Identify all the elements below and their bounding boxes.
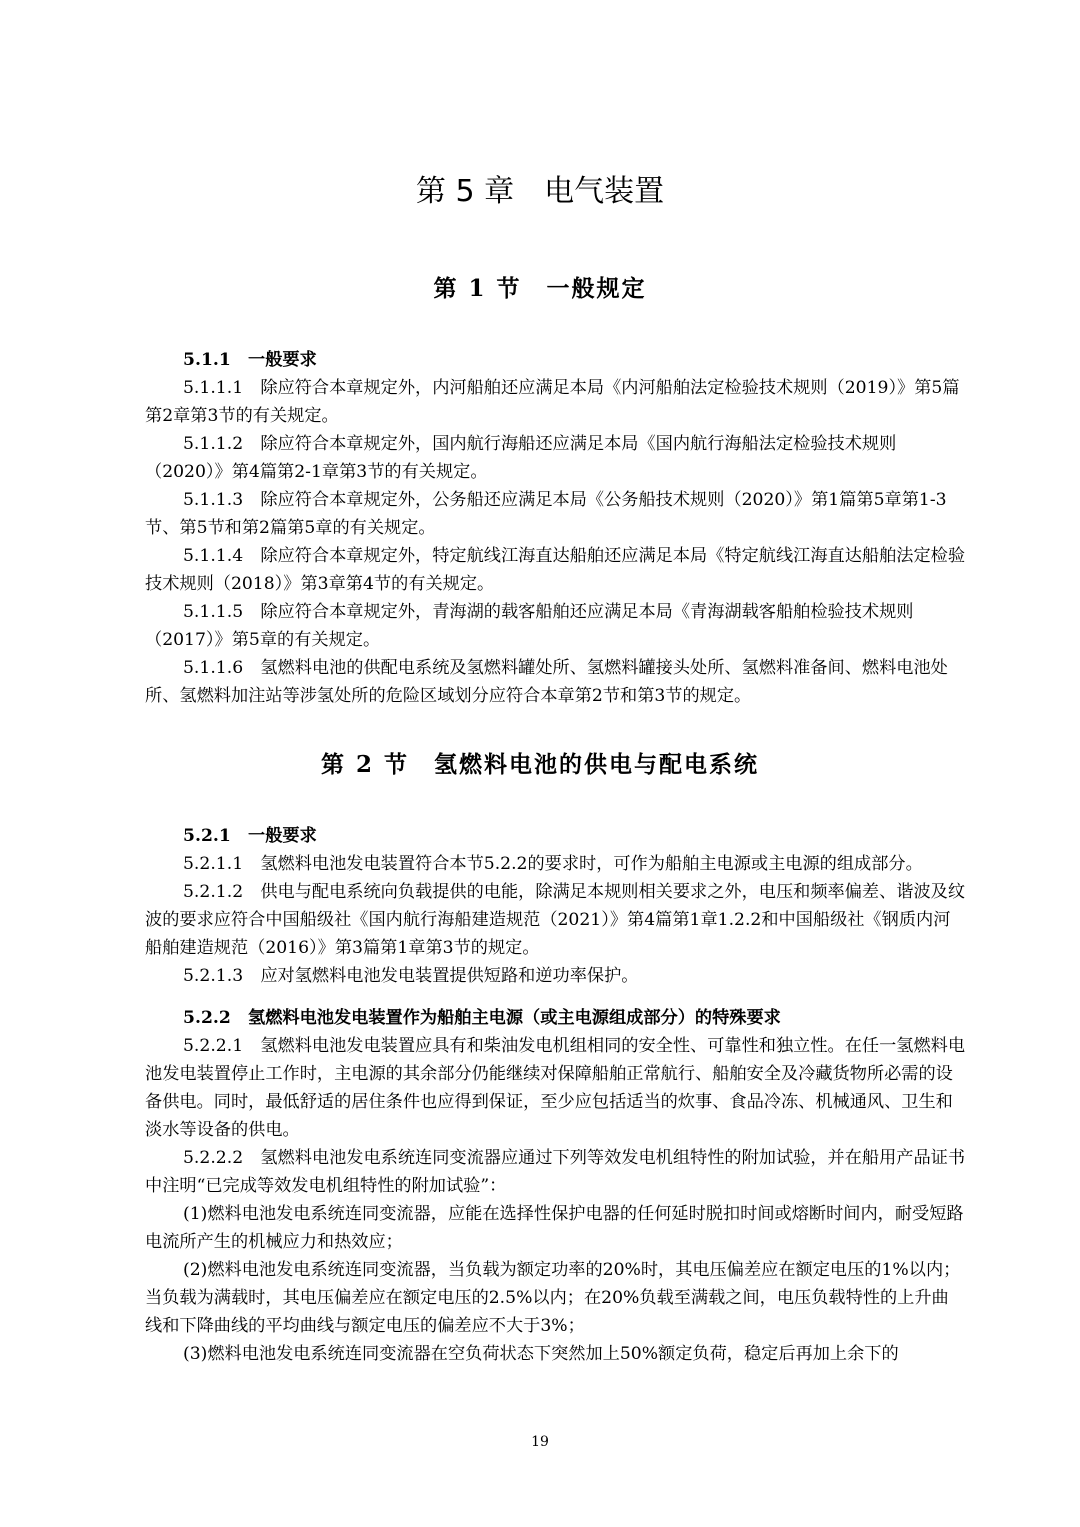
heading-5-2-1: 5.2.1 一般要求 — [183, 826, 317, 846]
chapter-title: 第 5 章 电气装置 — [415, 174, 665, 209]
list-item-2: (2)燃料电池发电系统连同变流器，当负载为额定功率的20%时，其电压偏差应在额定电压的1%以内；当负载为满载时，其电压偏差应在额定电压的2.5%以内；在20%负载至满载之间，电压负载特性的上升曲线和下降曲线的平均曲线与额定电压的偏差应不大于3%； — [145, 1260, 961, 1336]
paragraph-5-1-1-6: 5.1.1.6 氢燃料电池的供配电系统及氢燃料罐处所、氢燃料罐接头处所、氢燃料准备间、燃料电池处所、氢燃料加注站等涉氢处所的危险区域划分应符合本章第2节和第3节的规定。 — [145, 658, 948, 706]
paragraph-5-2-2-2: 5.2.2.2 氢燃料电池发电系统连同变流器应通过下列等效发电机组特性的附加试验，并在船用产品证书中注明“已完成等效发电机组特性的附加试验”： — [145, 1148, 966, 1196]
list-item-1: (1)燃料电池发电系统连同变流器，应能在选择性保护电器的任何延时脱扣时间或熔断时间内，耐受短路电流所产生的机械应力和热效应； — [145, 1204, 964, 1252]
page-number: 19 — [531, 1434, 549, 1450]
paragraph-5-2-1-1: 5.2.1.1 氢燃料电池发电装置符合本节5.2.2的要求时，可作为船舶主电源或主电源的组成部分。 — [183, 854, 923, 874]
heading-5-1-1: 5.1.1 一般要求 — [183, 350, 317, 370]
paragraph-5-1-1-4: 5.1.1.4 除应符合本章规定外，特定航线江海直达船舶还应满足本局《特定航线江海直达船舶法定检验技术规则（2018）》第3章第4节的有关规定。 — [145, 546, 966, 594]
heading-5-2-2: 5.2.2 氢燃料电池发电装置作为船舶主电源（或主电源组成部分）的特殊要求 — [183, 1008, 781, 1028]
paragraph-5-2-1-2: 5.2.1.2 供电与配电系统向负载提供的电能，除满足本规则相关要求之外，电压和频率偏差、谐波及纹波的要求应符合中国船级社《国内航行海船建造规范（2021）》第4篇第1章1.2.2和中国船级社《钢质内河船舶建造规范（2016）》第3篇第1章第3节的规定。 — [145, 882, 966, 958]
section-2-content — [145, 822, 965, 1368]
section-1-title: 第 1 节 一般规定 — [433, 275, 647, 302]
section-1-content — [145, 346, 965, 710]
paragraph-5-2-2-1: 5.2.2.1 氢燃料电池发电装置应具有和柴油发电机组相同的安全性、可靠性和独立性。在任一氢燃料电池发电装置停止工作时，主电源的其余部分仍能继续对保障船舶正常航行、船舶安全及冷藏货物所必需的设备供电。同时，最低舒适的居住条件也应得到保证，至少应包括适当的炊事、食品冷冻、机械通风、卫生和淡水等设备的供电。 — [145, 1036, 966, 1140]
paragraph-5-1-1-1: 5.1.1.1 除应符合本章规定外，内河船舶还应满足本局《内河船舶法定检验技术规则（2019）》第5篇第2章第3节的有关规定。 — [145, 378, 960, 426]
paragraph-5-1-1-3: 5.1.1.3 除应符合本章规定外，公务船还应满足本局《公务船技术规则（2020）》第1篇第5章第1-3节、第5节和第2篇第5章的有关规定。 — [145, 490, 947, 538]
paragraph-5-1-1-2: 5.1.1.2 除应符合本章规定外，国内航行海船还应满足本局《国内航行海船法定检验技术规则（2020）》第4篇第2-1章第3节的有关规定。 — [145, 434, 897, 482]
paragraph-5-1-1-5: 5.1.1.5 除应符合本章规定外，青海湖的载客船舶还应满足本局《青海湖载客船舶检验技术规则（2017）》第5章的有关规定。 — [145, 602, 914, 650]
section-2-title: 第 2 节 氢燃料电池的供电与配电系统 — [320, 751, 760, 778]
list-item-3: (3)燃料电池发电系统连同变流器在空负荷状态下突然加上50%额定负荷，稳定后再加上余下的 — [183, 1344, 899, 1364]
paragraph-5-2-1-3: 5.2.1.3 应对氢燃料电池发电装置提供短路和逆功率保护。 — [183, 966, 639, 986]
